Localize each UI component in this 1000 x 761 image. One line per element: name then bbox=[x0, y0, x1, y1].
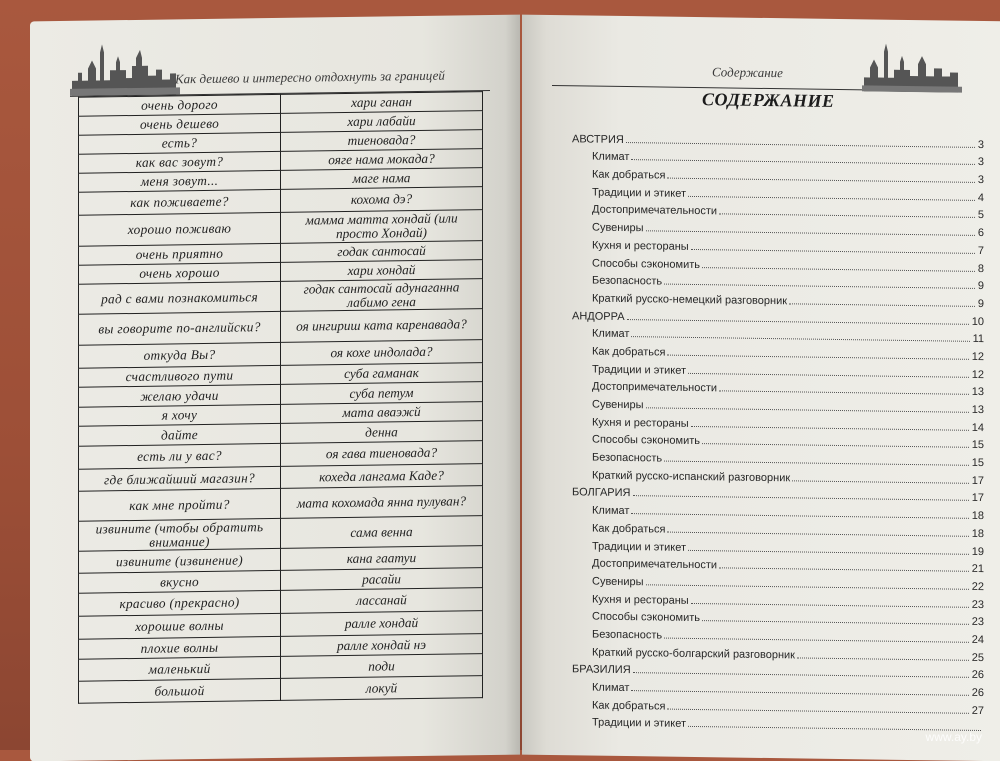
phrase-transliteration: кохеда лангама Каде? bbox=[281, 464, 483, 489]
phrase-transliteration: маге нама bbox=[281, 168, 483, 190]
phrase-russian: как мне пройти? bbox=[79, 488, 281, 521]
left-running-head: Как дешево и интересно отдохнуть за границей bbox=[175, 67, 445, 87]
phrase-russian: очень приятно bbox=[79, 243, 281, 265]
toc-page-number: 13 bbox=[971, 403, 984, 417]
toc-page-number: 19 bbox=[971, 545, 984, 558]
toc-page-number: 13 bbox=[971, 386, 984, 399]
phrase-transliteration: кохома дэ? bbox=[281, 187, 483, 213]
phrase-transliteration: ралле хондай bbox=[281, 611, 483, 637]
toc-entry-label: Безопасность bbox=[592, 451, 663, 465]
toc-entry-label: Краткий русско-испанский разговорник bbox=[592, 469, 791, 485]
phrase-transliteration: денна bbox=[281, 421, 483, 444]
phrase-russian: откуда Вы? bbox=[79, 342, 281, 368]
phrase-transliteration: мата кохомада янна пулуван? bbox=[281, 486, 483, 519]
phrase-russian: где ближайший магазин? bbox=[79, 466, 281, 491]
phrase-russian: вы говорите по-английски? bbox=[79, 311, 281, 345]
toc-page-number: 26 bbox=[971, 686, 984, 700]
toc-entry-label: Достопримечательности bbox=[592, 203, 718, 218]
toc-entry-label: Безопасность bbox=[592, 274, 663, 288]
toc-entry-label: Как добраться bbox=[592, 699, 666, 713]
toc-entry-label: Сувениры bbox=[592, 575, 644, 589]
phrase-transliteration: мата аваэжй bbox=[281, 402, 483, 424]
phrase-russian: рад с вами познакомиться bbox=[79, 281, 281, 314]
table-of-contents bbox=[572, 127, 984, 734]
phrase-transliteration: оя кохе индолада? bbox=[281, 340, 483, 366]
open-book bbox=[30, 18, 1000, 758]
toc-entry-label: Способы сэкономить bbox=[592, 433, 700, 448]
toc-entry-label: Климат bbox=[592, 327, 630, 341]
phrase-row bbox=[79, 676, 483, 704]
phrase-russian: красиво (прекрасно) bbox=[79, 590, 281, 616]
toc-entry-label: Сувениры bbox=[592, 398, 644, 412]
phrase-transliteration: расайи bbox=[281, 568, 483, 591]
toc-page-number: 18 bbox=[971, 509, 984, 523]
toc-page-number: 23 bbox=[971, 598, 984, 611]
phrase-transliteration: хари ганан bbox=[281, 92, 483, 114]
toc-page-number: 15 bbox=[971, 439, 984, 452]
toc-page-number: 3 bbox=[977, 138, 984, 151]
right-running-head: Содержание bbox=[712, 64, 783, 81]
phrase-russian: извините (чтобы обратить внимание) bbox=[79, 518, 281, 551]
toc-page-number: 12 bbox=[971, 368, 984, 381]
landmarks-skyline-illustration bbox=[70, 39, 180, 96]
toc-entry-label: Традиции и этикет bbox=[592, 716, 687, 731]
phrase-transliteration: суба гаманак bbox=[281, 363, 483, 385]
phrase-russian: очень дорого bbox=[79, 94, 281, 116]
toc-entry-label: АВСТРИЯ bbox=[572, 132, 624, 146]
right-page bbox=[522, 15, 1000, 761]
toc-page-number: 12 bbox=[971, 350, 984, 363]
toc-page-number: 11 bbox=[972, 333, 984, 346]
toc-leader-dots bbox=[792, 480, 969, 483]
toc-entry-label: Краткий русско-немецкий разговорник bbox=[592, 292, 788, 308]
toc-page-number: 14 bbox=[971, 421, 984, 434]
phrase-russian: меня зовут... bbox=[79, 170, 281, 192]
toc-page-number: 18 bbox=[971, 527, 984, 540]
phrase-transliteration: сама венна bbox=[281, 516, 483, 549]
toc-entry-label: Традиции и этикет bbox=[592, 540, 687, 554]
phrase-russian: счастливого пути bbox=[79, 365, 281, 387]
toc-entry-label: Способы сэкономить bbox=[592, 610, 700, 625]
phrase-russian: хорошо поживаю bbox=[79, 212, 281, 246]
toc-page-number: 3 bbox=[977, 156, 984, 169]
toc-entry-label: БРАЗИЛИЯ bbox=[572, 663, 631, 677]
toc-entry-label: Как добраться bbox=[592, 345, 666, 359]
phrase-russian: дайте bbox=[79, 423, 281, 446]
toc-page-number: 6 bbox=[977, 227, 984, 240]
phrase-russian: как поживаете? bbox=[79, 189, 281, 215]
toc-page-number: 5 bbox=[977, 209, 984, 222]
toc-page-number: 15 bbox=[971, 456, 984, 470]
toc-entry-label: Краткий русско-болгарский разговорник bbox=[592, 646, 795, 662]
phrase-russian: очень дешево bbox=[79, 113, 281, 135]
left-page bbox=[30, 15, 520, 761]
toc-entry-label: Достопримечательности bbox=[592, 557, 718, 572]
phrase-russian: вкусно bbox=[79, 570, 281, 593]
phrase-transliteration: суба петум bbox=[281, 382, 483, 405]
toc-entry-label: Сувениры bbox=[592, 221, 644, 235]
toc-entry-label: Как добраться bbox=[592, 522, 666, 536]
phrase-transliteration: кана гаатуи bbox=[281, 546, 483, 571]
toc-page-number: 4 bbox=[977, 191, 984, 204]
toc-page-number: 17 bbox=[971, 492, 984, 505]
phrase-russian: я хочу bbox=[79, 404, 281, 426]
toc-page-number: 22 bbox=[971, 580, 984, 593]
phrase-russian: есть? bbox=[79, 132, 281, 154]
phrase-transliteration: ояге нама мокада? bbox=[281, 149, 483, 171]
phrase-transliteration: тиеновада? bbox=[281, 130, 483, 152]
toc-entry-label: Климат bbox=[592, 150, 630, 164]
toc-page-number: 17 bbox=[971, 474, 984, 487]
phrase-transliteration: лассанай bbox=[281, 588, 483, 614]
phrase-russian: есть ли у вас? bbox=[79, 443, 281, 469]
phrase-transliteration: ралле хондай нэ bbox=[281, 634, 483, 657]
toc-entry-label: Кухня и рестораны bbox=[592, 239, 689, 253]
toc-entry-label: Кухня и рестораны bbox=[592, 416, 689, 430]
toc-page-number: 9 bbox=[977, 280, 984, 293]
phrasebook-table bbox=[78, 91, 483, 704]
toc-entry-label: Климат bbox=[592, 681, 630, 695]
toc-entry-label: Традиции и этикет bbox=[592, 363, 687, 377]
toc-page-number: 26 bbox=[971, 669, 984, 682]
toc-entry-label: Как добраться bbox=[592, 168, 666, 182]
toc-page-number: 3 bbox=[977, 174, 984, 187]
phrase-transliteration: хари хондай bbox=[281, 260, 483, 282]
phrase-russian: как вас зовут? bbox=[79, 151, 281, 173]
phrase-russian: большой bbox=[79, 678, 281, 703]
toc-entry-label: Достопримечательности bbox=[592, 380, 718, 395]
toc-entry-label: БОЛГАРИЯ bbox=[572, 486, 631, 500]
toc-entry-label: Традиции и этикет bbox=[592, 186, 687, 200]
phrase-russian: извините (извинение) bbox=[79, 548, 281, 573]
toc-entry-label: Способы сэкономить bbox=[592, 257, 700, 271]
toc-leader-dots bbox=[789, 303, 975, 307]
toc-entry-label: Кухня и рестораны bbox=[592, 593, 689, 607]
phrase-russian: очень хорошо bbox=[79, 262, 281, 284]
toc-page-number: 7 bbox=[977, 244, 984, 257]
toc-page-number: 24 bbox=[971, 633, 984, 646]
toc-entry-label: Безопасность bbox=[592, 628, 663, 642]
phrase-transliteration: оя гава тиеновада? bbox=[281, 441, 483, 467]
landmarks-skyline-illustration bbox=[862, 41, 962, 92]
phrase-russian: плохие волны bbox=[79, 636, 281, 659]
phrase-transliteration: мамма матта хондай (или просто Хондай) bbox=[281, 210, 483, 244]
phrase-transliteration: поди bbox=[281, 654, 483, 679]
phrase-russian: хорошие волны bbox=[79, 613, 281, 639]
phrase-russian: маленький bbox=[79, 656, 281, 681]
phrase-transliteration: оя ингириш ката каренавада? bbox=[281, 309, 483, 343]
toc-entry-label: Климат bbox=[592, 504, 630, 518]
toc-page-number: 10 bbox=[971, 315, 984, 328]
toc-title: СОДЕРЖАНИЕ bbox=[702, 89, 835, 111]
phrase-transliteration: хари лабайи bbox=[281, 111, 483, 133]
watermark: www.ay.by bbox=[925, 730, 982, 744]
toc-page-number: 21 bbox=[971, 563, 984, 576]
toc-page-number: 8 bbox=[977, 262, 984, 275]
toc-page-number: 9 bbox=[977, 297, 984, 310]
toc-leader-dots bbox=[797, 657, 969, 660]
phrase-transliteration: годак сантосай адунаганна лабимо гена bbox=[281, 279, 483, 312]
toc-page-number: 23 bbox=[971, 616, 984, 629]
phrase-transliteration: локуй bbox=[281, 676, 483, 701]
toc-page-number: 25 bbox=[971, 651, 984, 664]
toc-page-number: 27 bbox=[971, 704, 984, 717]
phrase-transliteration: годак сантосай bbox=[281, 241, 483, 263]
phrase-russian: желаю удачи bbox=[79, 384, 281, 407]
toc-entry-label: АНДОРРА bbox=[572, 309, 625, 323]
